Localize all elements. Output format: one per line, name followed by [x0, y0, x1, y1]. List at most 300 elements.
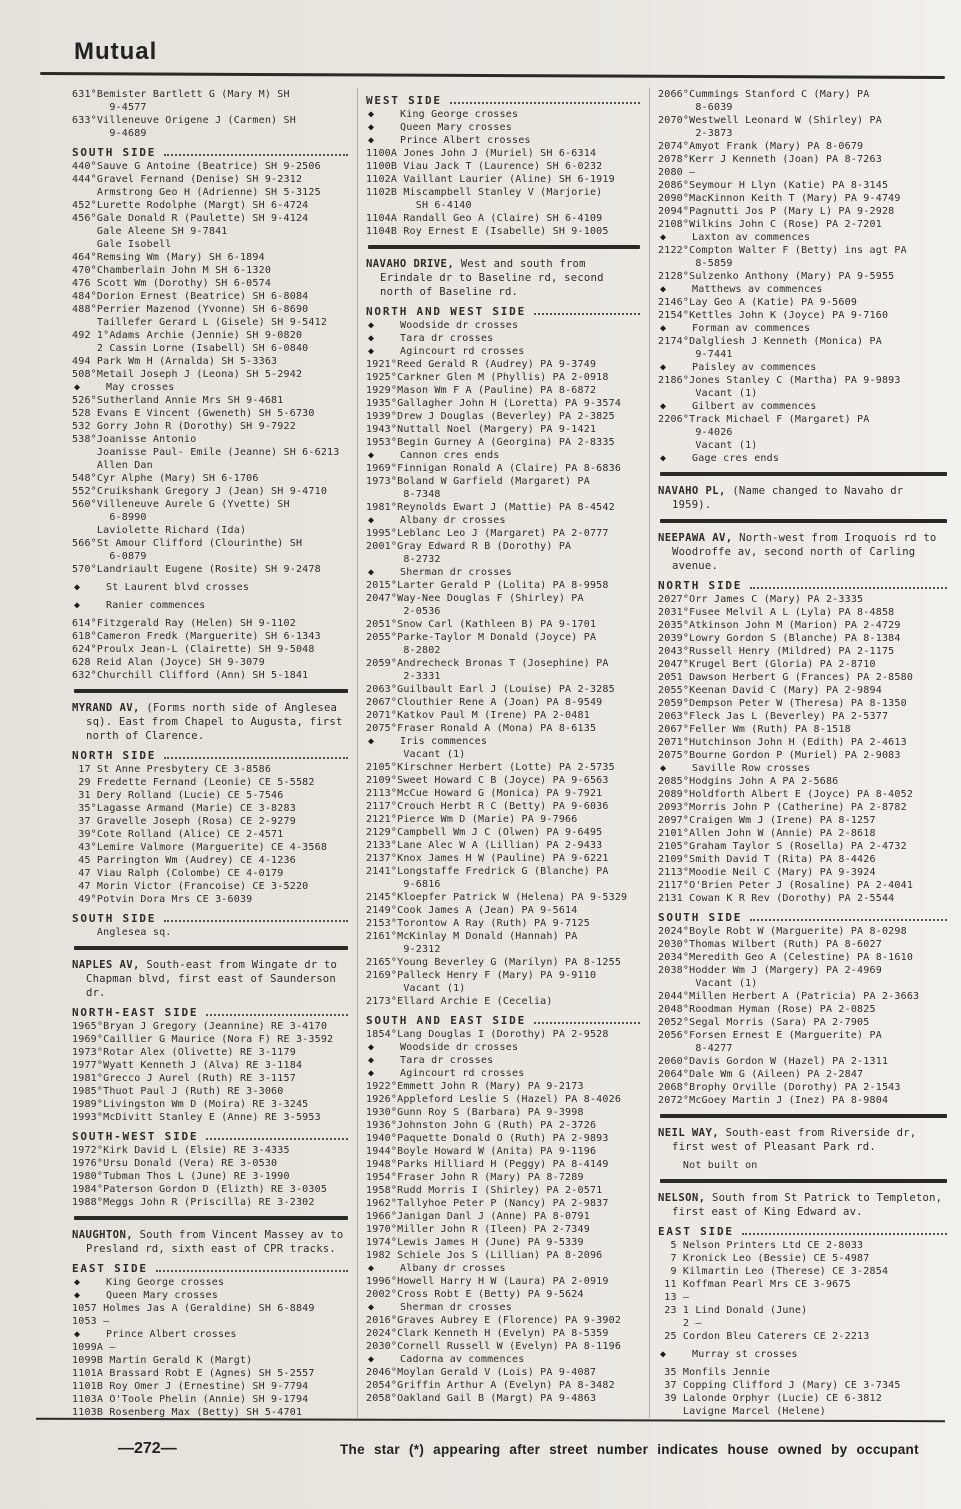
directory-entry: 1926°Appleford Leslie S (Hazel) PA 8-4026	[366, 1094, 622, 1105]
directory-entry: 492 1°Adams Archie (Jennie) SH 9-0820	[72, 330, 303, 341]
directory-entry: 2173°Ellard Archie E (Cecelia)	[366, 996, 553, 1007]
diamond-icon: ◆	[74, 600, 81, 611]
side-heading-label: EAST SIDE	[72, 1262, 148, 1275]
diamond-icon: ◆	[368, 1042, 375, 1053]
side-heading	[72, 912, 350, 925]
directory-entry: 8-6039	[658, 102, 733, 113]
directory-entry: 2122°Compton Walter F (Betty) ins agt PA	[658, 245, 907, 256]
cross-street-note	[366, 1262, 642, 1275]
directory-entry: 2 Cassin Lorne (Isabell) SH 6-0840	[72, 343, 309, 354]
directory-entry: 2059°Andrecheck Bronas T (Josephine) PA	[366, 658, 609, 669]
directory-entry: 2153°Torontow A Ray (Ruth) PA 9-7125	[366, 918, 590, 929]
cross-street-note	[366, 121, 642, 134]
directory-entry: 39 Lalonde Orphyr (Lucie) CE 6-3812	[658, 1393, 882, 1404]
directory-entry: 31 Dery Rolland (Lucie) CE 5-7546	[72, 790, 284, 801]
cross-street-label: Woodside dr crosses	[400, 1042, 519, 1053]
directory-entry: SH 6-4140	[366, 200, 472, 211]
diamond-icon: ◆	[660, 453, 667, 464]
directory-entry: 1103A O'Toole Phelin (Annie) SH 9-1794	[72, 1394, 309, 1405]
cross-street-note	[366, 319, 642, 332]
directory-entry: 1995°Leblanc Leo J (Margaret) PA 2-0777	[366, 528, 609, 539]
directory-entry: Not built on	[658, 1160, 758, 1171]
directory-entry: 2078°Kerr J Kenneth (Joan) PA 8-7263	[658, 154, 882, 165]
directory-entry: 2149°Cook James A (Jean) PA 9-5614	[366, 905, 578, 916]
cross-street-label: King George crosses	[400, 109, 519, 120]
directory-entry: 2015°Larter Gerald P (Lolita) PA 8-9958	[366, 580, 609, 591]
cross-street-label: Agincourt rd crosses	[400, 346, 525, 357]
street-name: NAPLES AV,	[72, 959, 140, 971]
directory-entry: Vacant (1)	[658, 440, 758, 451]
street-name: NEEPAWA AV,	[658, 532, 733, 544]
section-divider	[74, 689, 348, 693]
directory-entry: 9-4689	[72, 128, 147, 139]
directory-entry: 2137°Knox James H W (Pauline) PA 9-6221	[366, 853, 609, 864]
directory-entry: 552°Cruikshank Gregory J (Jean) SH 9-4710	[72, 486, 328, 497]
directory-entry: 2090°MacKinnon Keith T (Mary) PA 9-4749	[658, 193, 901, 204]
directory-entry: 1104B Roy Ernest E (Isabelle) SH 9-1005	[366, 226, 609, 237]
directory-entry: 1969°Caillier G Maurice (Nora F) RE 3-3592	[72, 1034, 334, 1045]
cross-street-label: St Laurent blvd crosses	[106, 582, 250, 593]
page-title: Mutual	[74, 38, 158, 65]
cross-street-label: Ranier commences	[106, 600, 206, 611]
directory-entry: 1954°Fraser John R (Mary) PA 8-7289	[366, 1172, 584, 1183]
directory-entry: 1940°Paquette Donald O (Ruth) PA 2-9893	[366, 1133, 609, 1144]
directory-entry: 8-2802	[366, 645, 441, 656]
directory-entry: 2035°Atkinson John M (Marion) PA 2-4729	[658, 620, 901, 631]
cross-street-label: Murray st crosses	[692, 1349, 798, 1360]
directory-entry: 1102B Miscampbell Stanley V (Marjorie)	[366, 187, 603, 198]
page-number: —272—	[118, 1440, 177, 1457]
diamond-icon: ◆	[368, 333, 375, 344]
directory-entry: 526°Sutherland Annie Mrs SH 9-4681	[72, 395, 284, 406]
directory-entry: 2141°Longstaffe Fredrick G (Blanche) PA	[366, 866, 609, 877]
cross-street-label: Gage cres ends	[692, 453, 780, 464]
directory-entry: 494 Park Wm H (Arnalda) SH 5-3363	[72, 356, 278, 367]
diamond-icon: ◆	[660, 362, 667, 373]
cross-street-note	[366, 108, 642, 121]
directory-entry: Vacant (1)	[366, 749, 466, 760]
directory-entry: 2128°Sulzenko Anthony (Mary) PA 9-5955	[658, 271, 895, 282]
directory-entry: 2089°Holdforth Albert E (Joyce) PA 8-4052	[658, 789, 914, 800]
diamond-icon: ◆	[368, 1302, 375, 1313]
cross-street-note	[72, 581, 350, 594]
directory-entry: 1993°McDivitt Stanley E (Anne) RE 3-5953	[72, 1112, 321, 1123]
directory-entry: 628 Reid Alan (Joyce) SH 9-3079	[72, 657, 265, 668]
street-heading: NAPLES AV, South-east from Wingate dr to Chapman blvd, first east of Saunderson dr.	[72, 959, 338, 999]
directory-entry: 566°St Amour Clifford (Clourinthe) SH	[72, 538, 303, 549]
diamond-icon: ◆	[368, 1354, 375, 1365]
directory-entry: 11 Koffman Pearl Mrs CE 3-9675	[658, 1279, 851, 1290]
directory-entry: 1100A Jones John J (Muriel) SH 6-6314	[366, 148, 597, 159]
directory-entry: 2001°Gray Edward R B (Dorothy) PA	[366, 541, 572, 552]
directory-entry: 9-4577	[72, 102, 147, 113]
directory-entry: Anglesea sq.	[72, 927, 172, 938]
directory-entry: 2063°Fleck Jas L (Beverley) PA 2-5377	[658, 711, 889, 722]
side-heading-label: WEST SIDE	[366, 94, 442, 107]
side-heading	[72, 146, 350, 159]
directory-entry: 2056°Forsen Ernest E (Marguerite) PA	[658, 1030, 882, 1041]
cross-street-note	[658, 452, 949, 465]
section-divider	[368, 245, 640, 249]
directory-column-middle	[366, 88, 642, 1419]
directory-entry: 2-3331	[366, 671, 441, 682]
directory-entry: 2154°Kettles John K (Joyce) PA 9-7160	[658, 310, 889, 321]
directory-entry: 1989°Livingston Wm D (Moira) RE 3-3245	[72, 1099, 309, 1110]
directory-column-right	[658, 88, 949, 1419]
dotted-leader	[450, 102, 640, 104]
dotted-leader	[750, 919, 947, 921]
directory-entry: 49°Potvin Dora Mrs CE 3-6039	[72, 894, 253, 905]
directory-entry: Joanisse Paul- Emile (Jeanne) SH 6-6213	[72, 447, 340, 458]
cross-street-label: Gilbert av commences	[692, 401, 817, 412]
directory-entry: Vacant (1)	[658, 978, 758, 989]
directory-entry: 1973°Rotar Alex (Olivette) RE 3-1179	[72, 1047, 296, 1058]
directory-entry: 528 Evans E Vincent (Gweneth) SH 5-6730	[72, 408, 315, 419]
directory-entry: 1099A —	[72, 1342, 116, 1353]
cross-street-note	[72, 1289, 350, 1302]
directory-entry: 560°Villeneuve Aurele G (Yvette) SH	[72, 499, 290, 510]
directory-entry: 1102A Vaillant Laurier (Aline) SH 6-1919	[366, 174, 615, 185]
directory-entry: 37 Gravelle Joseph (Rosa) CE 2-9279	[72, 816, 296, 827]
cross-street-label: Woodside dr crosses	[400, 320, 519, 331]
column-divider	[357, 88, 358, 1418]
directory-entry: 1966°Janigan Danl J (Anne) PA 8-0791	[366, 1211, 590, 1222]
side-heading-label: NORTH SIDE	[72, 749, 157, 762]
directory-entry: 5 Nelson Printers Ltd CE 2-8033	[658, 1240, 864, 1251]
directory-entry: 2030°Thomas Wilbert (Ruth) PA 8-6027	[658, 939, 882, 950]
directory-entry: 35°Lagasse Armand (Marie) CE 3-8283	[72, 803, 296, 814]
directory-entry: 2-3873	[658, 128, 733, 139]
directory-entry: Gale Aleene SH 9-7841	[72, 226, 228, 237]
directory-entry: 2038°Hodder Wm J (Margery) PA 2-4969	[658, 965, 882, 976]
directory-entry: 1944°Boyle Howard W (Anita) PA 9-1196	[366, 1146, 597, 1157]
directory-entry: Taillefer Gerard L (Gisele) SH 9-5412	[72, 317, 328, 328]
directory-entry: 2072°McGoey Martin J (Inez) PA 8-9804	[658, 1095, 889, 1106]
cross-street-label: Tara dr crosses	[400, 1055, 494, 1066]
directory-entry: 2024°Clark Kenneth H (Evelyn) PA 8-5359	[366, 1328, 609, 1339]
directory-entry: 2075°Fraser Ronald A (Mona) PA 8-6135	[366, 723, 597, 734]
cross-street-label: Forman av commences	[692, 323, 811, 334]
directory-entry: 2093°Morris John P (Catherine) PA 2-8782	[658, 802, 907, 813]
diamond-icon: ◆	[660, 323, 667, 334]
dotted-leader	[164, 757, 348, 759]
cross-street-note	[658, 361, 949, 374]
directory-entry: 2051 Dawson Herbert G (Frances) PA 2-8580	[658, 672, 914, 683]
side-heading-label: SOUTH-WEST SIDE	[72, 1130, 199, 1143]
cross-street-note	[366, 345, 642, 358]
directory-entry: 452°Lurette Rodolphe (Margt) SH 6-4724	[72, 200, 309, 211]
directory-entry: 2086°Seymour H Llyn (Katie) PA 8-3145	[658, 180, 889, 191]
diamond-icon: ◆	[660, 284, 667, 295]
directory-entry: 631°Bemister Bartlett G (Mary M) SH	[72, 89, 290, 100]
directory-entry: 35 Monfils Jennie	[658, 1367, 770, 1378]
directory-entry: 440°Sauve G Antoine (Beatrice) SH 9-2506	[72, 161, 321, 172]
dotted-leader	[206, 1014, 348, 1016]
cross-street-note	[658, 762, 949, 775]
cross-street-note	[72, 381, 350, 394]
directory-entry: 9-6816	[366, 879, 441, 890]
side-heading	[72, 1006, 350, 1019]
directory-entry: 633°Villeneuve Origene J (Carmen) SH	[72, 115, 296, 126]
directory-entry: 2067°Clouthier Rene A (Joan) PA 8-9549	[366, 697, 603, 708]
directory-entry: Armstrong Geo H (Adrienne) SH 5-3125	[72, 187, 321, 198]
column-divider	[649, 88, 650, 1418]
side-heading	[658, 579, 949, 592]
cross-street-note	[366, 566, 642, 579]
directory-entry: 632°Churchill Clifford (Ann) SH 5-1841	[72, 670, 309, 681]
cross-street-label: Paisley av commences	[692, 362, 817, 373]
directory-entry: 464°Remsing Wm (Mary) SH 6-1894	[72, 252, 265, 263]
section-divider	[660, 519, 947, 523]
directory-entry: Laviolette Richard (Ida)	[72, 525, 247, 536]
cross-street-label: Albany dr crosses	[400, 515, 506, 526]
directory-entry: 2117°Crouch Herbt R C (Betty) PA 9-6036	[366, 801, 609, 812]
directory-entry: 2113°McCue Howard G (Monica) PA 9-7921	[366, 788, 603, 799]
cross-street-label: Cadorna av commences	[400, 1354, 525, 1365]
directory-entry: 1100B Viau Jack T (Laurence) SH 6-0232	[366, 161, 603, 172]
directory-entry: 9-4026	[658, 427, 733, 438]
cross-street-label: Matthews av commences	[692, 284, 823, 295]
directory-entry: 2068°Brophy Orville (Dorothy) PA 2-1543	[658, 1082, 901, 1093]
section-divider	[660, 472, 947, 476]
directory-entry: 1974°Lewis James H (June) PA 9-5339	[366, 1237, 584, 1248]
diamond-icon: ◆	[368, 515, 375, 526]
cross-street-label: Prince Albert crosses	[400, 135, 531, 146]
directory-entry: 488°Perrier Mazenod (Yvonne) SH 6-8690	[72, 304, 309, 315]
street-name: NEIL WAY,	[658, 1127, 720, 1139]
directory-entry: 47 Morin Victor (Francoise) CE 3-5220	[72, 881, 309, 892]
directory-entry: 1988°Meggs John R (Priscilla) RE 3-2302	[72, 1197, 315, 1208]
side-heading	[72, 1130, 350, 1143]
dotted-leader	[156, 1270, 348, 1272]
directory-entry: 2031°Fusee Melvil A L (Lyla) PA 8-4858	[658, 607, 895, 618]
directory-entry: 9 Kilmartin Leo (Therese) CE 3-2854	[658, 1266, 889, 1277]
directory-entry: 2161°McKinlay M Donald (Hannah) PA	[366, 931, 578, 942]
directory-entry: 2047°Way-Nee Douglas F (Shirley) PA	[366, 593, 584, 604]
cross-street-label: Queen Mary crosses	[106, 1290, 218, 1301]
cross-street-note	[658, 322, 949, 335]
directory-entry: 2067°Feller Wm (Ruth) PA 8-1518	[658, 724, 851, 735]
directory-entry: 1101B Roy Omer J (Ernestine) SH 9-7794	[72, 1381, 309, 1392]
directory-entry: 2034°Meredith Geo A (Celestine) PA 8-1610	[658, 952, 914, 963]
directory-entry: 2174°Dalgliesh J Kenneth (Monica) PA	[658, 336, 882, 347]
directory-entry: 2113°Moodie Neil C (Mary) PA 9-3924	[658, 867, 876, 878]
section-divider	[74, 1216, 348, 1220]
directory-entry: 1057 Holmes Jas A (Geraldine) SH 6-8849	[72, 1303, 315, 1314]
directory-entry: 2064°Dale Wm G (Aileen) PA 2-2847	[658, 1069, 864, 1080]
directory-entry: 2129°Campbell Wm J C (Olwen) PA 9-6495	[366, 827, 603, 838]
directory-entry: 538°Joanisse Antonio	[72, 434, 197, 445]
cross-street-label: Saville Row crosses	[692, 763, 811, 774]
cross-street-note	[366, 1301, 642, 1314]
street-heading: NEIL WAY, South-east from Riverside dr, first west of Pleasant Park rd.	[658, 1127, 917, 1153]
directory-entry: 1982 Schiele Jos S (Lillian) PA 8-2096	[366, 1250, 603, 1261]
directory-entry: Vacant (1)	[366, 983, 466, 994]
directory-entry: 2133°Lane Alec W A (Lillian) PA 2-9433	[366, 840, 603, 851]
directory-entry: 570°Landriault Eugene (Rosite) SH 9-2478	[72, 564, 321, 575]
directory-entry: 45 Parrington Wm (Audrey) CE 4-1236	[72, 855, 296, 866]
cross-street-label: May crosses	[106, 382, 175, 393]
street-name: NELSON,	[658, 1192, 706, 1204]
cross-street-label: Tara dr crosses	[400, 333, 494, 344]
directory-entry: 2131 Cowan K R Rev (Dorothy) PA 2-5544	[658, 893, 895, 904]
directory-entry: 508°Metail Joseph J (Leona) SH 5-2942	[72, 369, 303, 380]
directory-entry: 2117°O'Brien Peter J (Rosaline) PA 2-4041	[658, 880, 914, 891]
directory-entry: 2 —	[658, 1318, 702, 1329]
cross-street-note	[658, 400, 949, 413]
directory-entry: 2080 —	[658, 167, 696, 178]
street-name: MYRAND AV,	[72, 702, 140, 714]
directory-entry: 2030°Cornell Russell W (Evelyn) PA 8-1196	[366, 1341, 622, 1352]
section-divider	[660, 1114, 947, 1118]
cross-street-note	[366, 1041, 642, 1054]
directory-entry: 2101°Allen John W (Annie) PA 2-8618	[658, 828, 876, 839]
cross-street-note	[366, 332, 642, 345]
directory-entry: 2071°Katkov Paul M (Irene) PA 2-0481	[366, 710, 590, 721]
diamond-icon: ◆	[368, 346, 375, 357]
directory-entry: 2165°Young Beverley G (Marilyn) PA 8-1255	[366, 957, 622, 968]
cross-street-label: King George crosses	[106, 1277, 225, 1288]
diamond-icon: ◆	[368, 109, 375, 120]
diamond-icon: ◆	[74, 382, 81, 393]
diamond-icon: ◆	[368, 320, 375, 331]
street-heading: NAUGHTON, South from Vincent Massey av to Presland rd, sixth east of CPR tracks.	[72, 1229, 344, 1255]
cross-street-note	[72, 1276, 350, 1289]
header-rule	[40, 72, 945, 79]
diamond-icon: ◆	[660, 232, 667, 243]
directory-entry: 1977°Wyatt Kenneth J (Alva) RE 3-1184	[72, 1060, 303, 1071]
section-divider	[74, 946, 348, 950]
directory-entry: 1970°Miller John R (Ileen) PA 2-7349	[366, 1224, 590, 1235]
dotted-leader	[206, 1138, 348, 1140]
diamond-icon: ◆	[74, 1290, 81, 1301]
directory-entry: 2027°Orr James C (Mary) PA 2-3335	[658, 594, 864, 605]
directory-entry: 25 Cordon Bleu Caterers CE 2-2213	[658, 1331, 870, 1342]
diamond-icon: ◆	[74, 1329, 81, 1340]
directory-entry: 1969°Finnigan Ronald A (Claire) PA 8-6836	[366, 463, 622, 474]
street-heading: NAVAHO PL, (Name changed to Navaho dr 1959).	[658, 485, 904, 511]
cross-street-label: Cannon cres ends	[400, 450, 500, 461]
directory-entry: 2121°Pierce Wm D (Marie) PA 9-7966	[366, 814, 578, 825]
cross-street-label: Sherman dr crosses	[400, 567, 512, 578]
directory-entry: 9-2312	[366, 944, 441, 955]
directory-entry: 1935°Gallagher John H (Loretta) PA 9-3574	[366, 398, 622, 409]
street-heading: NEEPAWA AV, North-west from Iroquois rd to Woodroffe av, second north of Carling avenue.	[658, 532, 937, 572]
cross-street-label: Queen Mary crosses	[400, 122, 512, 133]
directory-entry: 1854°Lang Douglas I (Dorothy) PA 2-9528	[366, 1029, 609, 1040]
directory-entry: 1958°Rudd Morris I (Shirley) PA 2-0571	[366, 1185, 603, 1196]
directory-entry: 1962°Tallyhoe Peter P (Nancy) PA 2-9837	[366, 1198, 609, 1209]
directory-entry: 532 Gorry John R (Dorothy) SH 9-7922	[72, 421, 296, 432]
directory-entry: 1953°Begin Gurney A (Georgina) PA 2-8335	[366, 437, 615, 448]
cross-street-note	[366, 735, 642, 748]
side-heading-label: SOUTH SIDE	[658, 911, 743, 924]
dotted-leader	[742, 1233, 947, 1235]
directory-entry: 2058°Oakland Gail B (Margt) PA 9-4863	[366, 1393, 597, 1404]
diamond-icon: ◆	[368, 135, 375, 146]
cross-street-label: Laxton av commences	[692, 232, 811, 243]
street-name: NAVAHO DRIVE,	[366, 258, 455, 270]
directory-entry: 2055°Keenan David C (Mary) PA 2-9894	[658, 685, 882, 696]
dotted-leader	[534, 1022, 640, 1024]
directory-entry: 1980°Tubman Thos L (June) RE 3-1990	[72, 1171, 290, 1182]
directory-entry: 2060°Davis Gordon W (Hazel) PA 2-1311	[658, 1056, 889, 1067]
directory-entry: 2047°Krugel Bert (Gloria) PA 2-8710	[658, 659, 876, 670]
directory-entry: 2109°Smith David T (Rita) PA 8-4426	[658, 854, 876, 865]
directory-entry: 2054°Griffin Arthur A (Evelyn) PA 8-3482	[366, 1380, 615, 1391]
diamond-icon: ◆	[368, 122, 375, 133]
directory-entry: 618°Cameron Fredk (Marguerite) SH 6-1343	[72, 631, 321, 642]
directory-entry: 470°Chamberlain John M SH 6-1320	[72, 265, 272, 276]
dotted-leader	[164, 920, 348, 922]
cross-street-label: Sherman dr crosses	[400, 1302, 512, 1313]
cross-street-note	[658, 1348, 949, 1361]
directory-entry: 1922°Emmett John R (Mary) PA 9-2173	[366, 1081, 584, 1092]
diamond-icon: ◆	[660, 763, 667, 774]
diamond-icon: ◆	[368, 1263, 375, 1274]
side-heading	[72, 749, 350, 762]
street-heading: NELSON, South from St Patrick to Templeton, first east of King Edward av.	[658, 1192, 943, 1218]
footer-legend-note: The star (*) appearing after street number indicates house owned by occupant	[340, 1442, 919, 1457]
directory-entry: 2108°Wilkins John C (Rose) PA 2-7201	[658, 219, 882, 230]
directory-entry: 1996°Howell Harry H W (Laura) PA 2-0919	[366, 1276, 609, 1287]
diamond-icon: ◆	[368, 1068, 375, 1079]
side-heading	[658, 911, 949, 924]
directory-entry: 2071°Hutchinson John H (Edith) PA 2-4613	[658, 737, 907, 748]
directory-entry: 2105°Kirschner Herbert (Lotte) PA 2-5735	[366, 762, 615, 773]
street-name: NAUGHTON,	[72, 1229, 134, 1241]
side-heading	[366, 305, 642, 318]
directory-entry: 1985°Thuot Paul J (Ruth) RE 3-3060	[72, 1086, 284, 1097]
directory-entry: 2016°Graves Aubrey E (Florence) PA 9-3902	[366, 1315, 622, 1326]
directory-entry: 476 Scott Wm (Dorothy) SH 6-0574	[72, 278, 272, 289]
directory-entry: 1943°Nuttall Noel (Margery) PA 9-1421	[366, 424, 597, 435]
side-heading	[366, 1014, 642, 1027]
directory-entry: 2075°Bourne Gordon P (Muriel) PA 2-9083	[658, 750, 901, 761]
side-heading-label: NORTH SIDE	[658, 579, 743, 592]
directory-entry: 1925°Carkner Glen M (Phyllis) PA 2-0918	[366, 372, 609, 383]
diamond-icon: ◆	[368, 450, 375, 461]
directory-entry: 13 —	[658, 1292, 690, 1303]
side-heading-label: SOUTH SIDE	[72, 912, 157, 925]
directory-entry: 456°Gale Donald R (Paulette) SH 9-4124	[72, 213, 309, 224]
directory-entry: 2206°Track Michael F (Margaret) PA	[658, 414, 870, 425]
directory-entry: 2109°Sweet Howard C B (Joyce) PA 9-6563	[366, 775, 609, 786]
directory-entry: 9-7441	[658, 349, 733, 360]
diamond-icon: ◆	[74, 582, 81, 593]
directory-entry: 1053 —	[72, 1316, 110, 1327]
directory-entry: 2002°Cross Robt E (Betty) PA 9-5624	[366, 1289, 584, 1300]
directory-entry: 2094°Pagnutti Jos P (Mary L) PA 9-2928	[658, 206, 895, 217]
directory-entry: 1981°Grecco J Aurel (Ruth) RE 3-1157	[72, 1073, 296, 1084]
side-heading	[658, 1225, 949, 1238]
cross-street-note	[366, 1067, 642, 1080]
directory-entry: 2146°Lay Geo A (Katie) PA 9-5609	[658, 297, 858, 308]
directory-entry: 6-0879	[72, 551, 147, 562]
directory-entry: 444°Gravel Fernand (Denise) SH 9-2312	[72, 174, 303, 185]
directory-entry: 2048°Roodman Hyman (Rose) PA 2-0825	[658, 1004, 876, 1015]
directory-entry: 2097°Craigen Wm J (Irene) PA 8-1257	[658, 815, 876, 826]
directory-entry: 1101A Brassard Robt E (Agnes) SH 5-2557	[72, 1368, 315, 1379]
street-heading: NAVAHO DRIVE, West and south from Erindale dr to Baseline rd, second north of Baseline rd.	[366, 258, 604, 298]
directory-entry: 2105°Graham Taylor S (Rosella) PA 2-4732	[658, 841, 907, 852]
diamond-icon: ◆	[368, 1055, 375, 1066]
directory-entry: 1981°Reynolds Ewart J (Mattie) PA 8-4542	[366, 502, 615, 513]
section-divider	[660, 1179, 947, 1183]
directory-entry: 548°Cyr Alphe (Mary) SH 6-1706	[72, 473, 259, 484]
directory-entry: 17 St Anne Presbytery CE 3-8586	[72, 764, 272, 775]
directory-entry: 8-7348	[366, 489, 441, 500]
